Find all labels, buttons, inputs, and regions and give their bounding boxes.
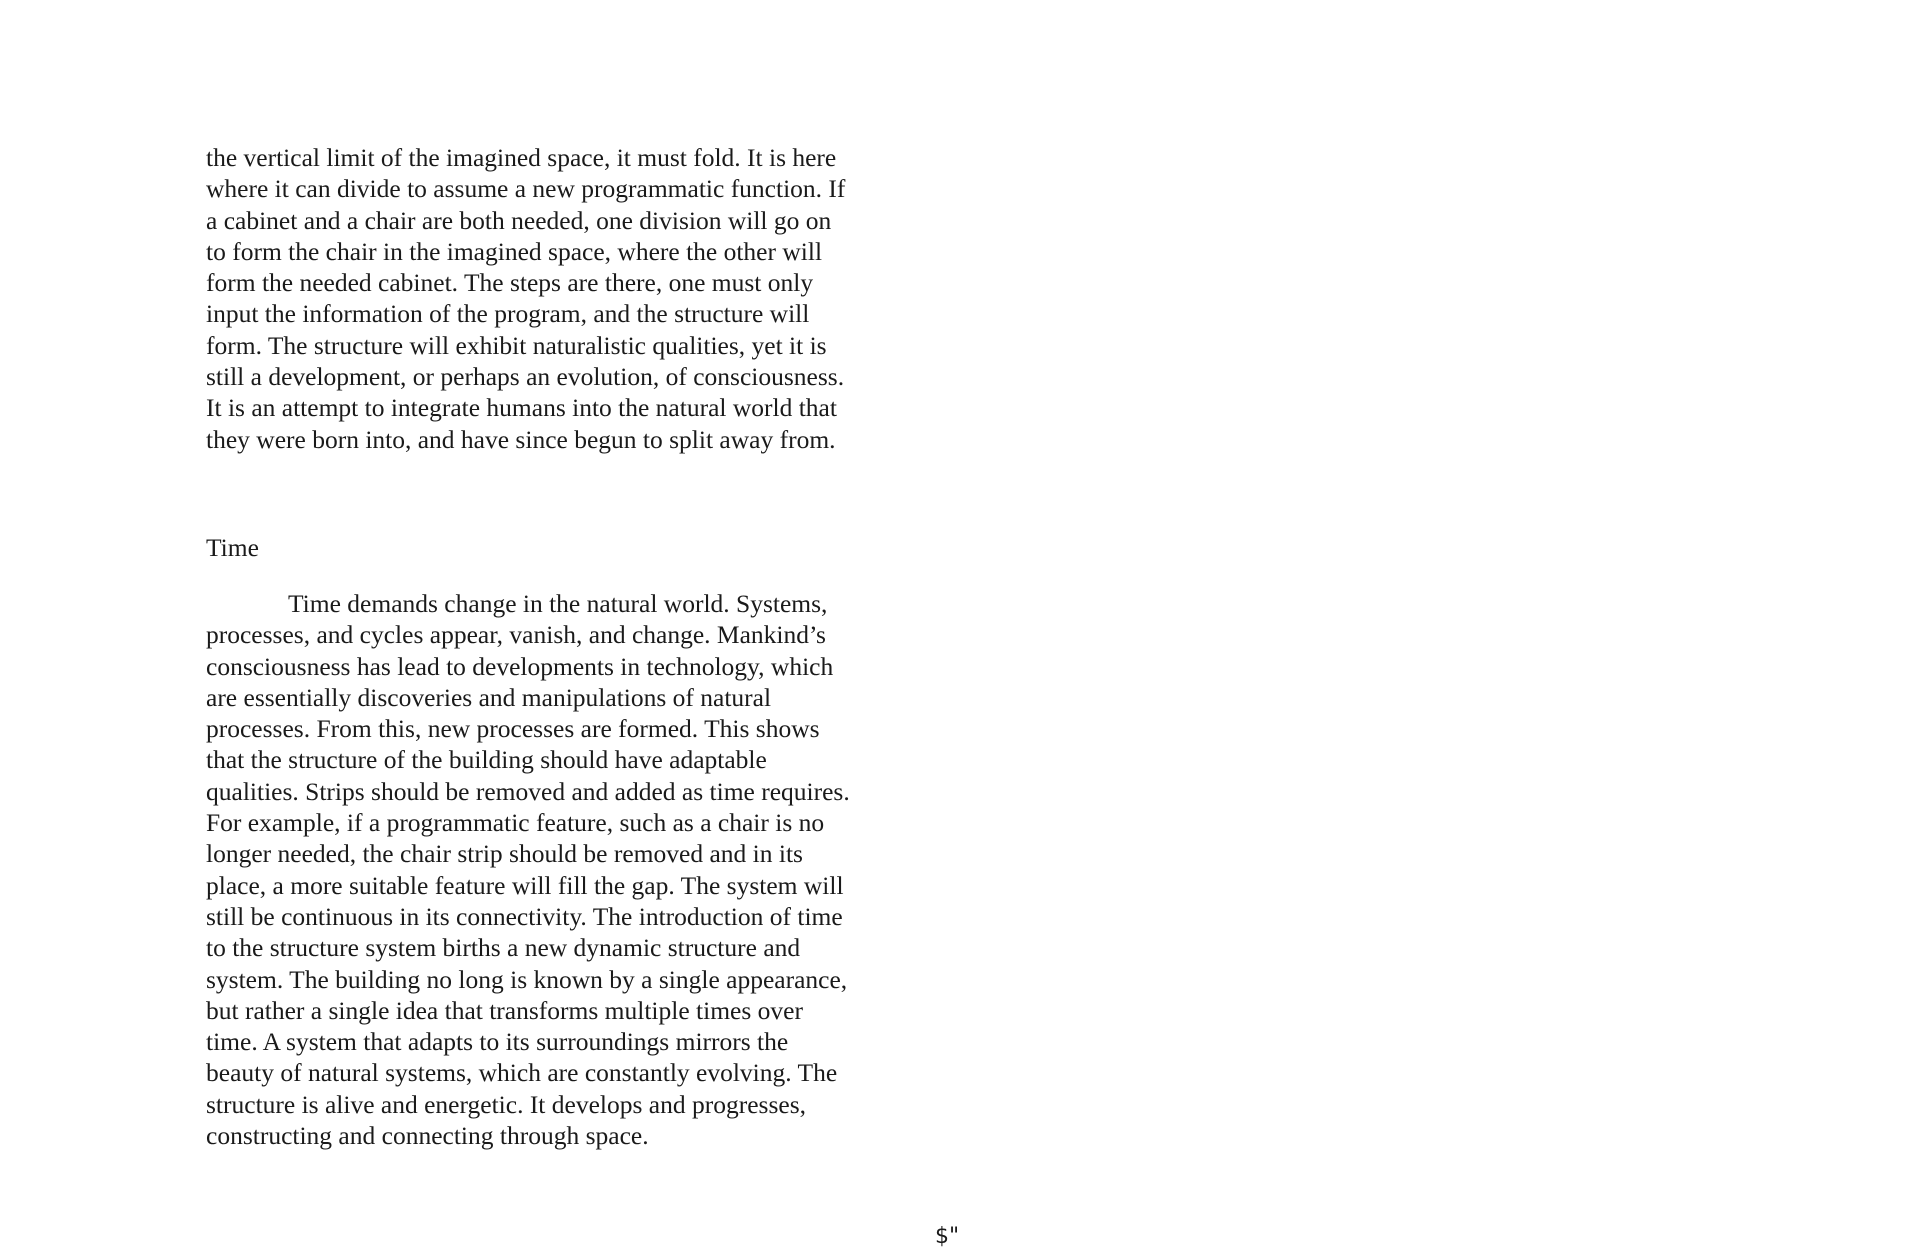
body-paragraph-1 [206, 142, 926, 455]
section-heading: Time [206, 533, 259, 562]
text-line: form the needed cabinet. The steps are there, one must only [206, 268, 814, 298]
text-line: still a development, or perhaps an evolution, of consciousness. [206, 362, 845, 392]
paragraph-1 [206, 142, 926, 455]
text-line: to the structure system births a new dynamic structure and [206, 933, 801, 963]
text-line: It is an attempt to integrate humans into the natural world that [206, 393, 837, 423]
text-line: they were born into, and have since begun to split away from. [206, 424, 836, 454]
text-line: For example, if a programmatic feature, such as a chair is no [206, 808, 825, 838]
page-number: $" [935, 1224, 960, 1249]
text-line-first [206, 588, 850, 619]
text-line: constructing and connecting through space. [206, 1121, 649, 1151]
text-line: form. The structure will exhibit naturalistic qualities, yet it is [206, 330, 827, 360]
text-line: input the information of the program, and the structure will [206, 299, 810, 329]
paragraph-2 [206, 588, 850, 1151]
text-line: where it can divide to assume a new programmatic function. If [206, 174, 846, 204]
text-line: time. A system that adapts to its surroundings mirrors the [206, 1027, 789, 1057]
text-line: processes, and cycles appear, vanish, and change. Mankind’s [206, 620, 826, 650]
text-line: longer needed, the chair strip should be removed and in its [206, 839, 803, 869]
text-line: beauty of natural systems, which are constantly evolving. The [206, 1058, 838, 1088]
text-line: system. The building no long is known by a single appearance, [206, 964, 848, 994]
text-line: to form the chair in the imagined space, where the other will [206, 236, 823, 266]
text-line: place, a more suitable feature will fill the gap. The system will [206, 870, 844, 900]
text-line: qualities. Strips should be removed and added as time requires. [206, 776, 850, 806]
text-line: are essentially discoveries and manipulations of natural [206, 682, 772, 712]
text-line: processes. From this, new processes are formed. This shows [206, 714, 820, 744]
text-line: but rather a single idea that transforms multiple times over [206, 995, 803, 1025]
text-line: the vertical limit of the imagined space, it must fold. It is here [206, 143, 837, 172]
text-line: Time demands change in the natural world. Systems, [288, 589, 828, 618]
text-line: consciousness has lead to developments in technology, which [206, 651, 834, 681]
text-line: that the structure of the building should have adaptable [206, 745, 767, 775]
text-line: structure is alive and energetic. It develops and progresses, [206, 1089, 806, 1119]
text-line: a cabinet and a chair are both needed, one division will go on [206, 205, 832, 235]
text-line: still be continuous in its connectivity. The introduction of time [206, 901, 843, 931]
